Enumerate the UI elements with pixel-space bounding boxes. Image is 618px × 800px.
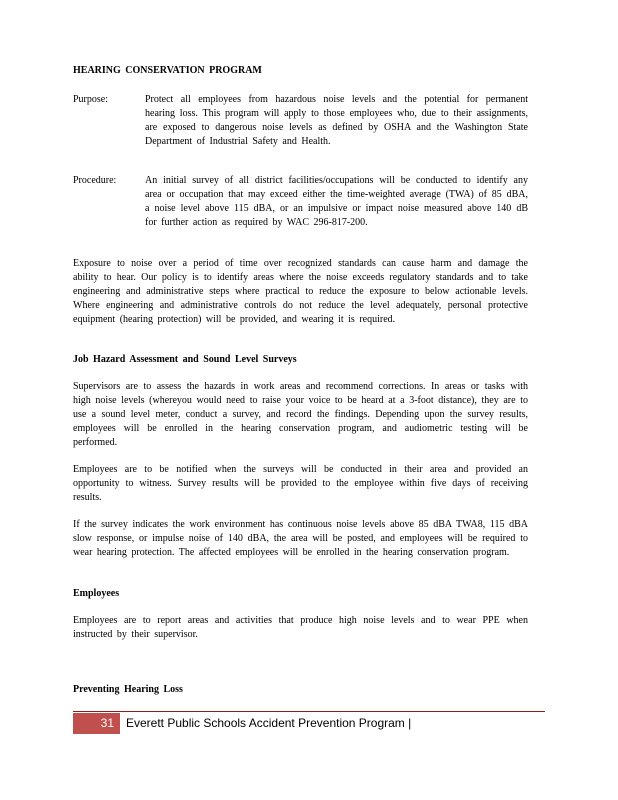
procedure-text: An initial survey of all district facilities/occupations will be conducted to identify any area or occupation that may exceed either the time-weighted average (TWA) of 85 dBA, a noise level above 115 dBA, or an impulsive or impact noise measured above 140 dB for further action as required by WAC 296-817-200. <box>145 175 528 228</box>
purpose-label: Purpose: <box>73 94 108 105</box>
page-number: 31 <box>100 716 114 730</box>
supervisors-paragraph: Supervisors are to assess the hazards in work areas and recommend corrections. In areas or tasks with high noise levels (whereyou would need to raise your voice to be heard at a 3-foot distance), they are to use a sound level meter, conduct a survey, and record the findings. Depending upon the survey results, employees will be enrolled in the hearing conservation program, and audiometric testing will be performed. <box>73 381 528 448</box>
employees-heading: Employees <box>73 588 120 599</box>
survey-paragraph: If the survey indicates the work environment has continuous noise levels above 85 dBA TWA8, 115 dBA slow response, or impulse noise of 140 dBA, the area will be posted, and employees will be required to wear hearing protection. The affected employees will be enrolled in the hearing conservation program. <box>73 519 528 558</box>
procedure-label: Procedure: <box>73 175 117 186</box>
footer-divider <box>73 711 545 712</box>
footer-page-number-box <box>73 713 120 734</box>
preventing-hearing-loss-heading: Preventing Hearing Loss <box>73 684 183 695</box>
employees-paragraph: Employees are to report areas and activities that produce high noise levels and to wear PPE when instructed by their supervisor. <box>73 615 528 640</box>
job-hazard-heading: Job Hazard Assessment and Sound Level Surveys <box>73 354 297 365</box>
employees-notified-paragraph: Employees are to be notified when the surveys will be conducted in their area and provided an opportunity to witness. Survey results will be provided to the employee within five days of receiving results. <box>73 464 528 503</box>
purpose-text: Protect all employees from hazardous noise levels and the potential for permanent hearing loss. This program will apply to those employees who, due to their assignments, are exposed to dangerous noise levels as defined by OSHA and the Washington State Department of Industrial Safety and Health. <box>145 94 528 147</box>
footer-title: Everett Public Schools Accident Prevention Program | <box>126 716 412 730</box>
exposure-paragraph: Exposure to noise over a period of time over recognized standards can cause harm and damage the ability to hear. Our policy is to identify areas where the noise exceeds regulatory standards and to take engineering and administrative steps where practical to reduce the exposure to below actionable levels. Where engineering and administrative controls do not reduce the level adequately, personal protective equipment (hearing protection) will be provided, and wearing it is required. <box>73 258 528 325</box>
document-title: HEARING CONSERVATION PROGRAM <box>73 65 262 76</box>
